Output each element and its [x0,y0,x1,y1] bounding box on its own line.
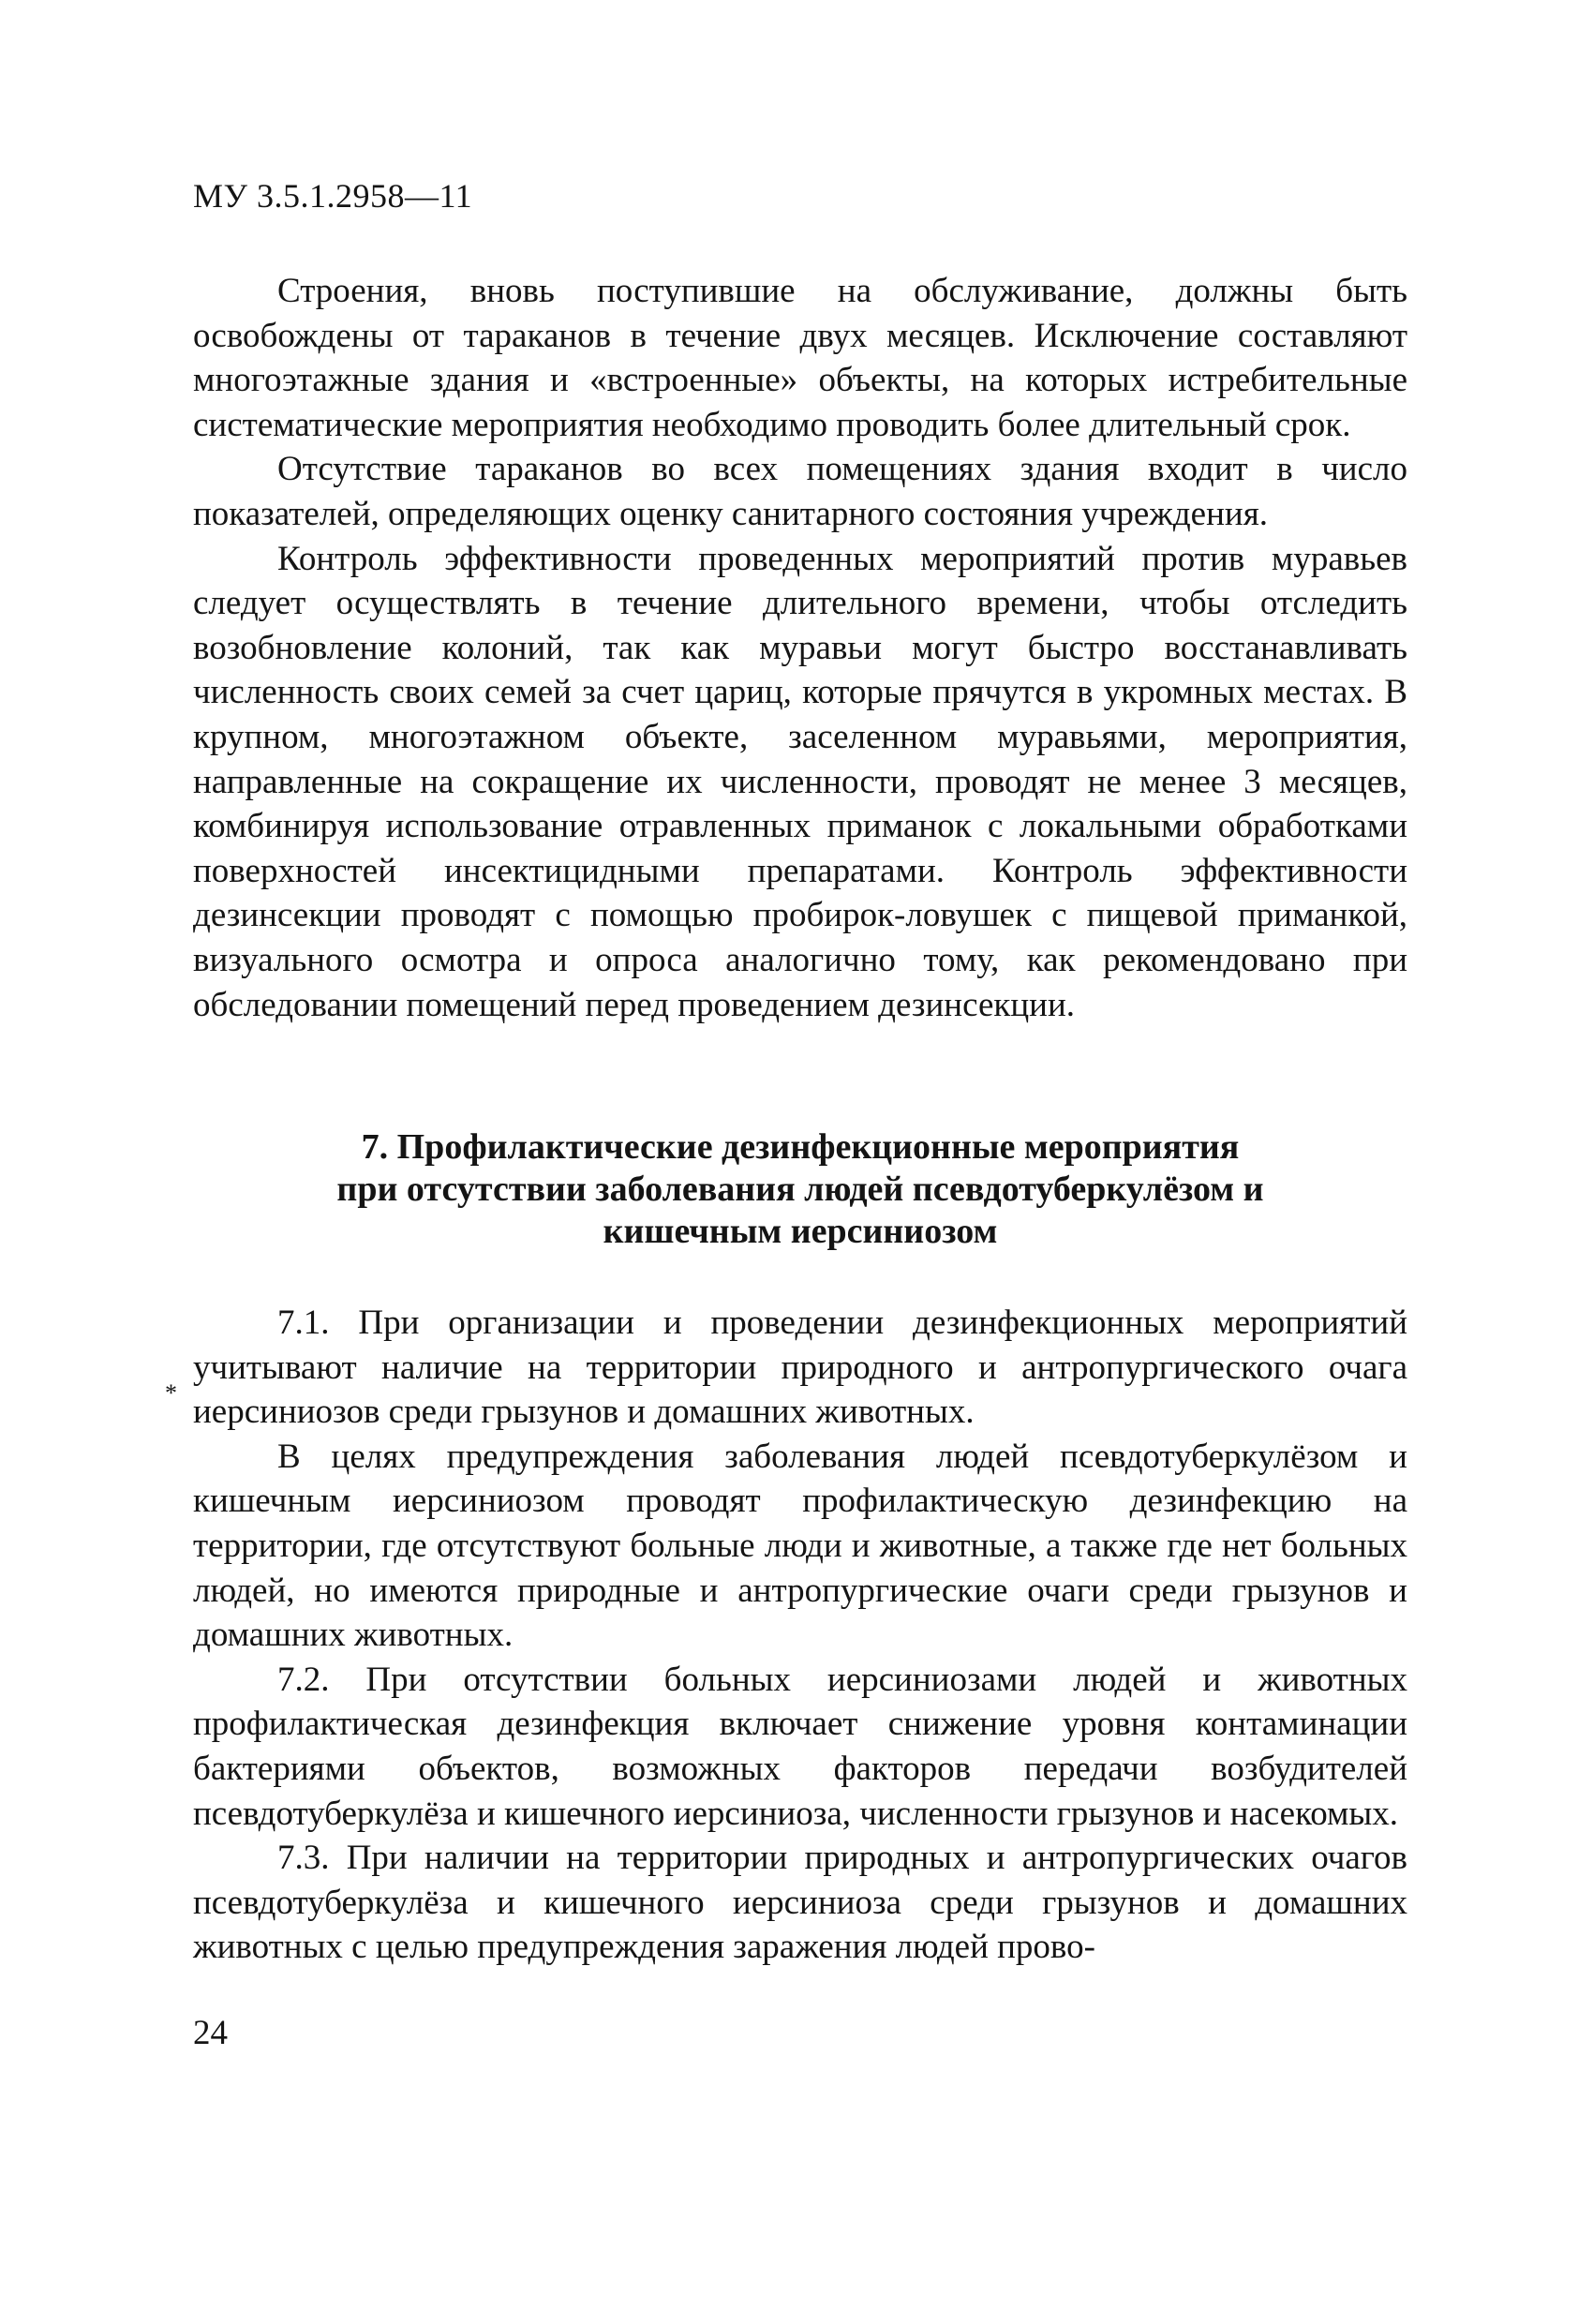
body-text-after-section [193,1301,1407,1970]
paragraph: Контроль эффективности проведенных мероприятий против муравьев следует осуществлять в течение длительного времени, чтобы отследить возобновление колоний, так как муравьи могут быстро восстанавливать численность своих семей за счет цариц, которые прячутся в укромных местах. В крупном, многоэтажном объекте, заселенном муравьями, мероприятия, направленные на сокращение их численности, проводят не менее 3 месяцев, комбинируя использование отравленных приманок с локальными обработками поверхностей инсектицидными препаратами. Контроль эффективности дезинсекции проводят с помощью пробирок-ловушек с пищевой приманкой, визуального осмотра и опроса аналогично тому, как рекомендовано при обследовании помещений перед проведением дезинсекции. [193,539,1407,1024]
section-heading-line: 7. Профилактические дезинфекционные мероприятия [361,1127,1240,1167]
paragraph: 7.1. При организации и проведении дезинфекционных мероприятий учитывают наличие на территории природного и антропургического очага иерсиниозов среди грызунов и домашних животных. [193,1304,1407,1432]
paragraph: Отсутствие тараканов во всех помещениях здания входит в число показателей, определяющих оценку санитарного состояния учреждения. [193,450,1407,533]
section-heading-line: кишечным иерсиниозом [603,1212,998,1251]
page-number: 24 [193,2014,228,2052]
paragraph: 7.3. При наличии на территории природных и антропургических очагов псевдотуберкулёза и кишечного иерсиниоза среди грызунов и домашних животных с целью предупреждения заражения людей прово- [193,1839,1407,1967]
body-text-before-section [193,269,1407,1027]
section-heading-line: при отсутствии заболевания людей псевдотуберкулёзом и [336,1169,1264,1209]
paragraph: Строения, вновь поступившие на обслуживание, должны быть освобождены от тараканов в течение двух месяцев. Исключение составляют многоэтажные здания и «встроенные» объекты, на которых истребительные систематические мероприятия необходимо проводить более длительный срок. [193,272,1407,444]
scan-artifact-mark: * [165,1379,177,1407]
paragraph: В целях предупреждения заболевания людей псевдотуберкулёзом и кишечным иерсиниозом проводят профилактическую дезинфекцию на территории, где отсутствуют больные люди и животные, а также где нет больных людей, но имеются природные и антропургические очаги среди грызунов и домашних животных. [193,1437,1407,1655]
section-heading [193,1126,1407,1253]
paragraph: 7.2. При отсутствии больных иерсиниозами людей и животных профилактическая дезинфекция включает снижение уровня контаминации бактериями объектов, возможных факторов передачи возбудителей псевдотуберкулёза и кишечного иерсиниоза, численности грызунов и насекомых. [193,1660,1407,1833]
document-code: МУ 3.5.1.2958—11 [193,177,473,215]
